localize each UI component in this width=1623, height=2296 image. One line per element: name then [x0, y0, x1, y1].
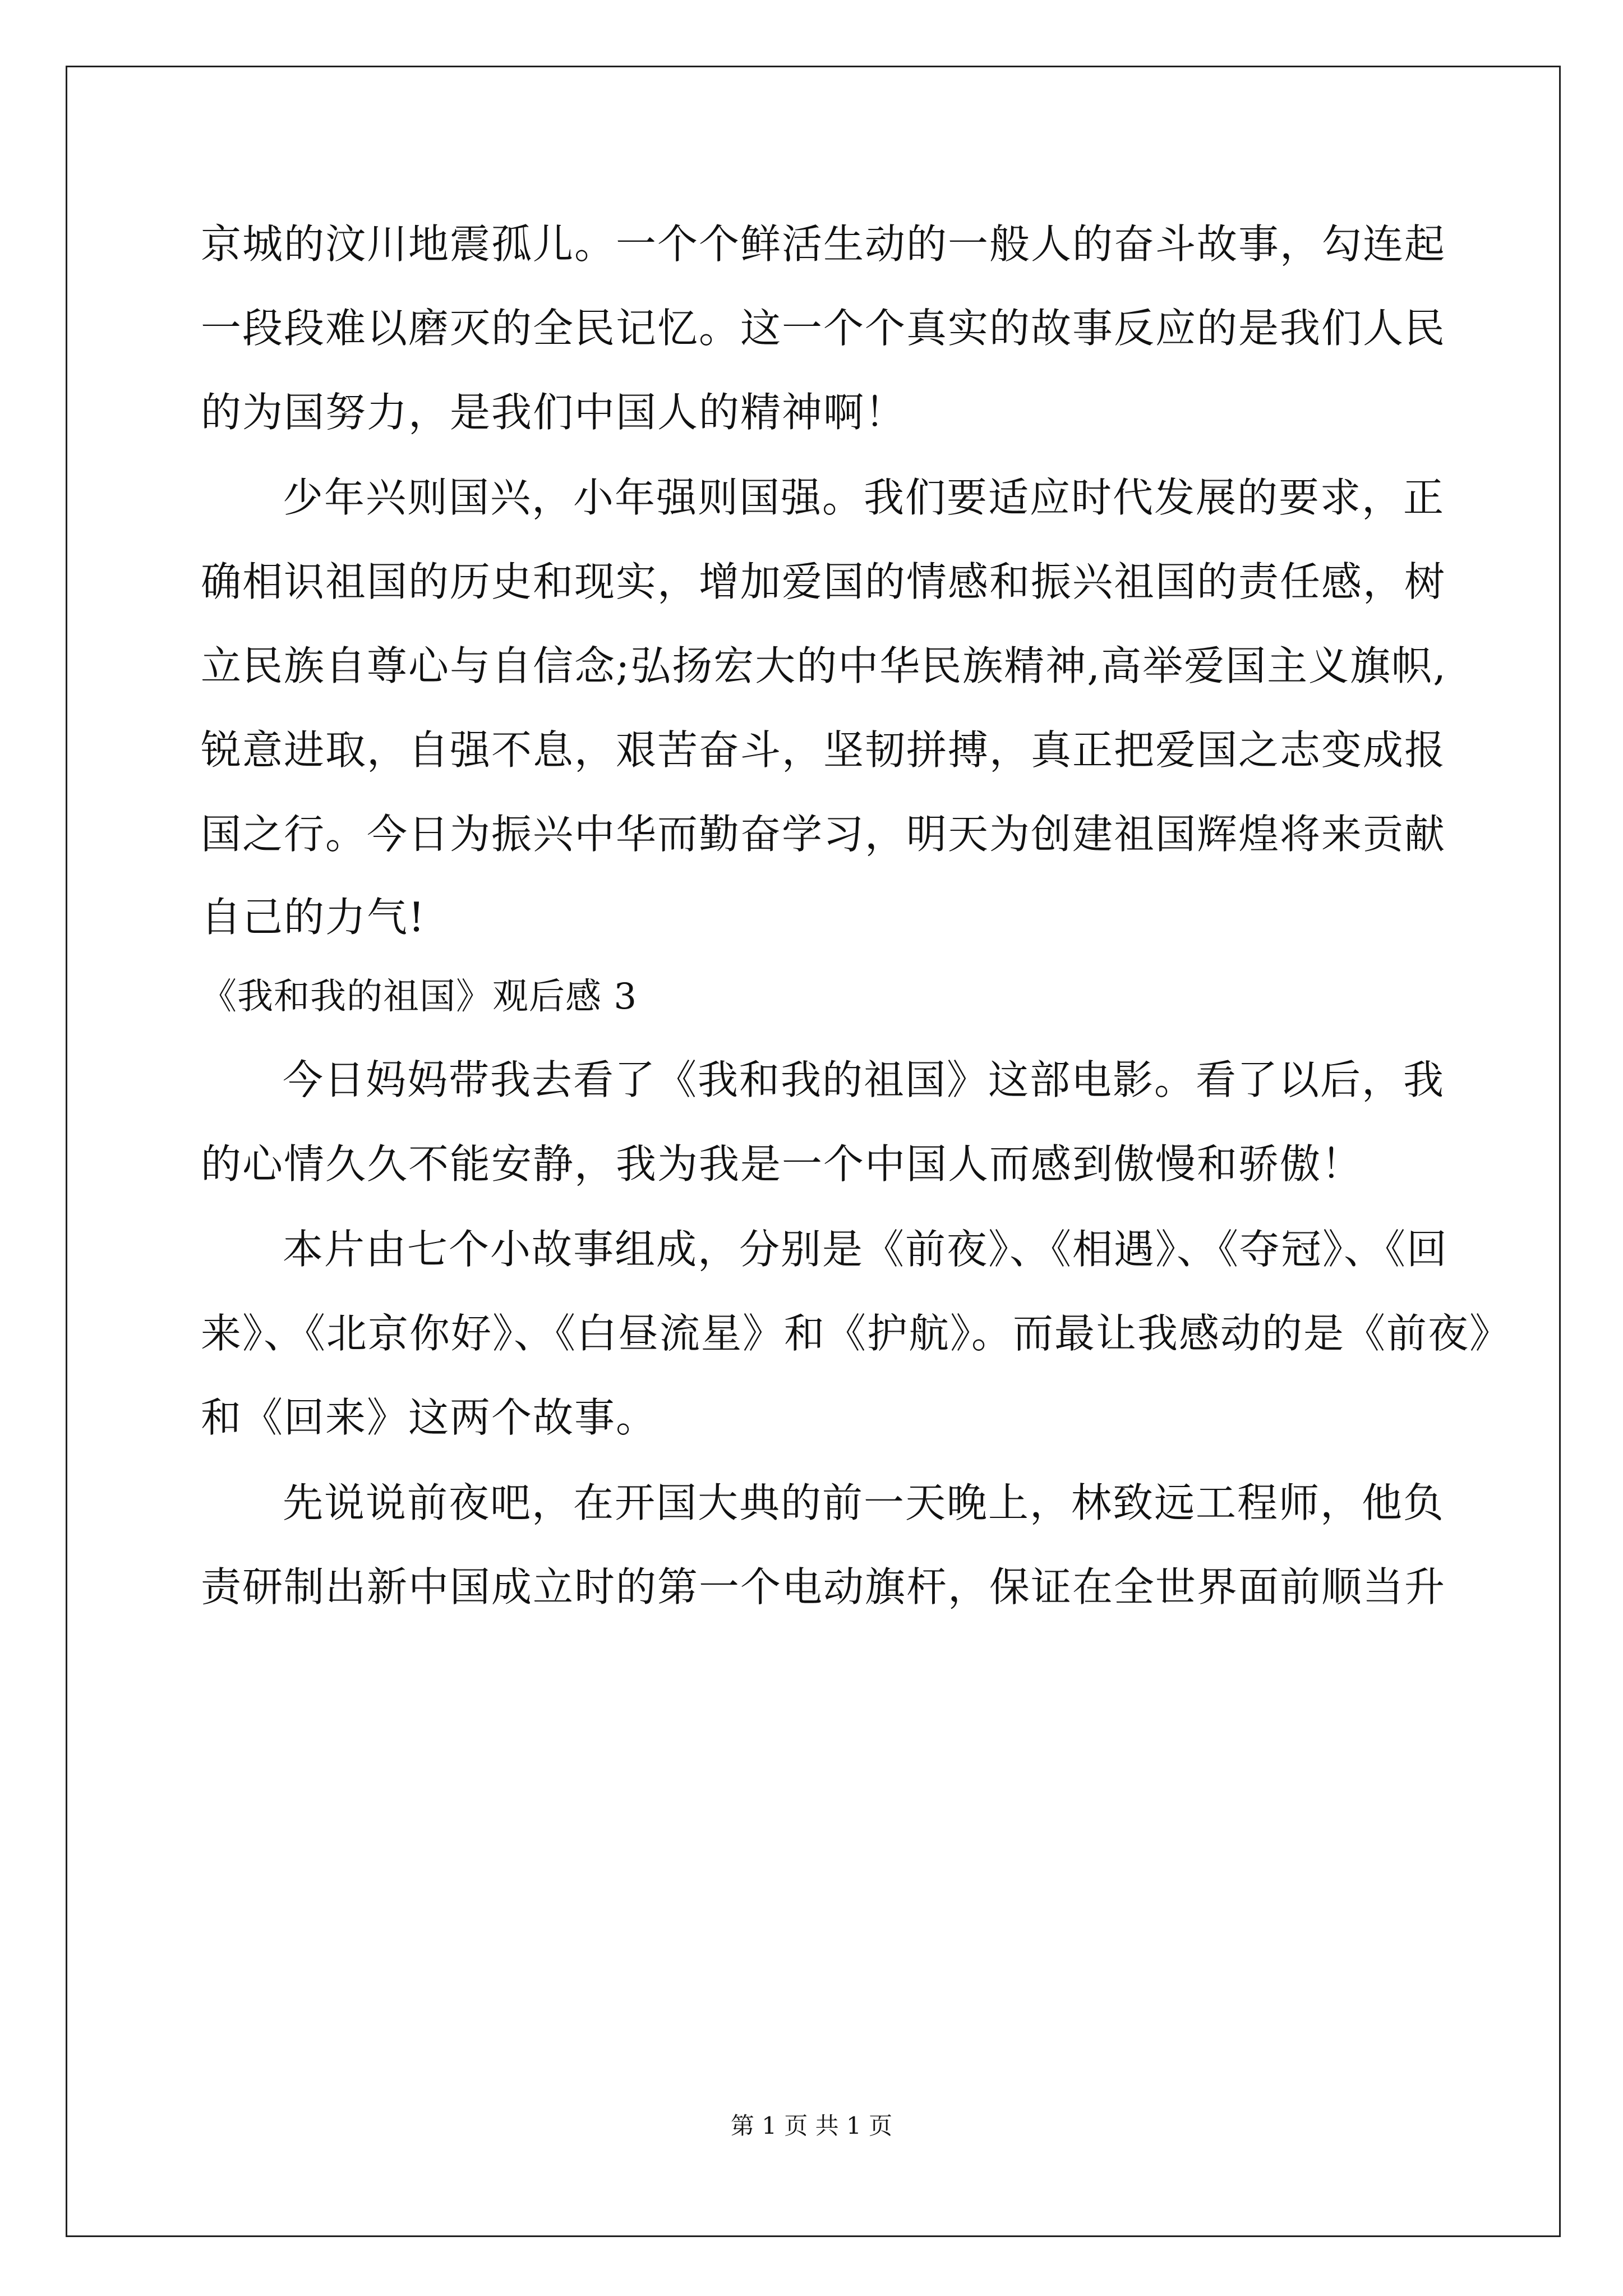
paragraph-first-line: 先说说前夜吧，在开国大典的前一天晚上，林致远工程师，他负: [283, 1479, 1445, 1526]
text-line: 的为国努力，是我们中国人的精神啊！: [201, 389, 907, 436]
page-number-footer: 第 1 页 共 1 页: [730, 2112, 893, 2139]
text-line: 锐意进取，自强不息，艰苦奋斗，坚韧拼搏，真正把爱国之志变成报: [201, 726, 1446, 774]
text-line: 自己的力气!: [201, 894, 426, 941]
text-line: 的心情久久不能安静，我为我是一个中国人而感到傲慢和骄傲！: [201, 1140, 1363, 1188]
text-line: 国之行。今日为振兴中华而勤奋学习，明天为创建祖国辉煌将来贡献: [201, 811, 1446, 858]
text-line: 责研制出新中国成立时的第一个电动旗杆，保证在全世界面前顺当升: [201, 1563, 1446, 1611]
paragraph-first-line: 今日妈妈带我去看了《我和我的祖国》这部电影。看了以后，我: [283, 1056, 1445, 1103]
section-heading: 《我和我的祖国》观后感 3: [201, 976, 638, 1018]
text-line: 来》、《北京你好》、《白昼流星》和《护航》。而最让我感动的是《前夜》: [201, 1310, 1511, 1357]
text-line: 京城的汶川地震孤儿。一个个鲜活生动的一般人的奋斗故事，勾连起: [201, 220, 1446, 268]
paragraph-first-line: 本片由七个小故事组成，分别是《前夜》、《相遇》、《夺冠》、《回: [283, 1226, 1449, 1273]
text-line: 立民族自尊心与自信念;弘扬宏大的中华民族精神,高举爱国主义旗帜,: [201, 642, 1447, 689]
text-line: 确相识祖国的历史和现实，增加爱国的情感和振兴祖国的责任感，树: [201, 558, 1446, 605]
paragraph-first-line: 少年兴则国兴，小年强则国强。我们要适应时代发展的要求，正: [283, 474, 1445, 521]
text-line: 和《回来》这两个故事。: [201, 1394, 658, 1441]
text-line: 一段段难以磨灭的全民记忆。这一个个真实的故事反应的是我们人民: [201, 305, 1446, 352]
